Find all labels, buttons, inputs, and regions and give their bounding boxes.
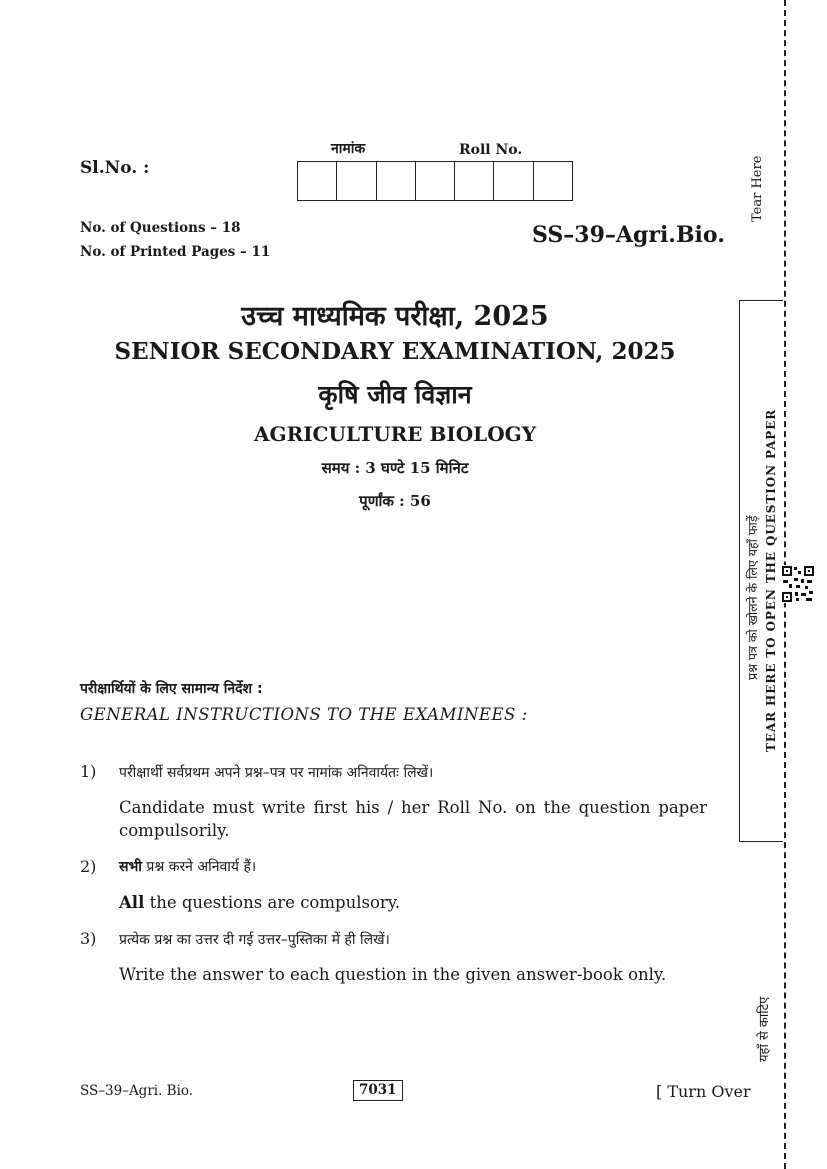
instruction-2-english-emphasis: All xyxy=(119,893,145,912)
cut-here-hindi: यहाँ से काटिए xyxy=(757,996,772,1062)
page-number-box: 7031 xyxy=(353,1080,403,1101)
maximum-marks: पूर्णांक : 56 xyxy=(359,492,431,510)
paper-code: SS–39–Agri.Bio. xyxy=(532,222,725,248)
sl-no-label: Sl.No. : xyxy=(80,158,150,178)
instruction-number: 1) xyxy=(80,762,97,781)
instructions-heading-english: GENERAL INSTRUCTIONS TO THE EXAMINEES : xyxy=(80,705,528,724)
instruction-number: 2) xyxy=(80,857,97,876)
instruction-2-hindi-emphasis: सभी xyxy=(119,859,142,875)
tear-here-label: Tear Here xyxy=(750,155,765,222)
printed-pages: No. of Printed Pages – 11 xyxy=(80,244,271,260)
subject-hindi: कृषि जीव विज्ञान xyxy=(318,380,472,409)
instruction-number: 3) xyxy=(80,929,97,948)
instruction-2-english-text: the questions are compulsory. xyxy=(144,893,401,912)
roll-label-hindi: नामांक xyxy=(331,141,366,157)
footer-paper-code: SS–39–Agri. Bio. xyxy=(80,1083,194,1099)
roll-digit-box[interactable] xyxy=(455,162,494,200)
question-count: No. of Questions – 18 xyxy=(80,220,241,236)
roll-label-english: Roll No. xyxy=(459,142,523,158)
exam-title-hindi: उच्च माध्यमिक परीक्षा, 2025 xyxy=(241,301,549,332)
roll-digit-box[interactable] xyxy=(337,162,376,200)
instruction-3-hindi: प्रत्येक प्रश्न का उत्तर दी गई उत्तर–पुस्तिका में ही लिखें। xyxy=(119,932,390,948)
roll-digit-box[interactable] xyxy=(298,162,337,200)
tear-instruction-english: TEAR HERE TO OPEN THE QUESTION PAPER xyxy=(764,408,778,752)
instruction-1-hindi: परीक्षार्थी सर्वप्रथम अपने प्रश्न–पत्र पर नामांक अनिवार्यतः लिखें। xyxy=(119,765,434,781)
tear-instruction-hindi: प्रश्न पत्र को खोलने के लिए यहाँ फाड़ें xyxy=(745,515,760,680)
instruction-1-english: Candidate must write first his / her Roll No. on the question paper compulsorily. xyxy=(119,798,707,840)
turn-over-label: [ Turn Over xyxy=(656,1082,751,1101)
instruction-3-english: Write the answer to each question in the given answer-book only. xyxy=(119,965,667,984)
instructions-heading-hindi: परीक्षार्थियों के लिए सामान्य निर्देश : xyxy=(80,681,263,697)
subject-english: AGRICULTURE BIOLOGY xyxy=(253,422,537,446)
time-allowed: समय : 3 घण्टे 15 मिनिट xyxy=(321,459,469,477)
roll-digit-box[interactable] xyxy=(377,162,416,200)
qr-code-icon xyxy=(781,565,815,603)
instruction-2-hindi-text: प्रश्न करने अनिवार्य हैं। xyxy=(141,859,257,875)
instruction-2-english xyxy=(119,891,400,914)
roll-number-boxes[interactable] xyxy=(297,161,573,201)
roll-digit-box[interactable] xyxy=(534,162,572,200)
roll-digit-box[interactable] xyxy=(416,162,455,200)
exam-title-english: SENIOR SECONDARY EXAMINATION, 2025 xyxy=(114,338,676,365)
instruction-2-hindi xyxy=(119,857,256,876)
roll-digit-box[interactable] xyxy=(494,162,533,200)
